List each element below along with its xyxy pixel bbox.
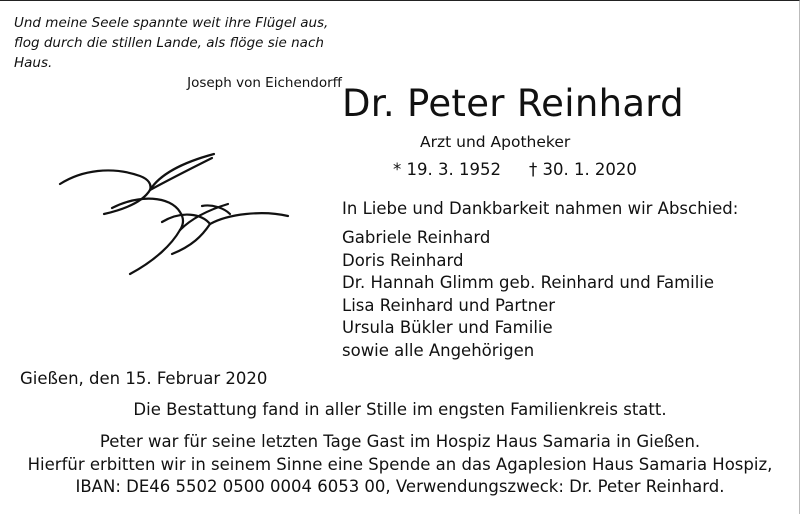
birds-icon xyxy=(52,148,302,278)
place-and-date: Gießen, den 15. Februar 2020 xyxy=(20,369,268,388)
mourner-name: Lisa Reinhard und Partner xyxy=(342,295,556,315)
mourner-name: sowie alle Angehörigen xyxy=(342,340,535,360)
birth-date: * 19. 3. 1952 xyxy=(393,160,501,179)
donation-line-1: Peter war für seine letzten Tage Gast im Hospiz Haus Samaria in Gießen. xyxy=(99,432,701,451)
quote-line-1: Und meine Seele spannte weit ihre Flügel aus, xyxy=(14,15,329,31)
poem-quote xyxy=(14,13,354,93)
mourner-name: Gabriele Reinhard xyxy=(342,228,491,247)
death-date: † 30. 1. 2020 xyxy=(528,160,637,179)
donation-line-2: Hierfür erbitten wir in seinem Sinne eine Spende an das Agaplesion Haus Samaria Hospiz, xyxy=(27,454,773,474)
deceased-profession: Arzt und Apotheker xyxy=(420,133,571,151)
mourners-list xyxy=(342,227,714,362)
mourner-name: Dr. Hannah Glimm geb. Reinhard und Familie xyxy=(342,273,715,292)
donation-line-3: IBAN: DE46 5502 0500 0004 6053 00, Verwendungszweck: Dr. Peter Reinhard. xyxy=(75,477,725,496)
quote-line-2: flog durch die stillen Lande, als flöge sie nach Haus. xyxy=(14,35,324,71)
mourner-name: Doris Reinhard xyxy=(342,250,464,270)
quote-author: Joseph von Eichendorff xyxy=(187,75,342,91)
deceased-name: Dr. Peter Reinhard xyxy=(342,82,684,125)
funeral-notice: Die Bestattung fand in aller Stille im engsten Familienkreis statt. xyxy=(133,400,667,419)
mourner-name: Ursula Bükler und Familie xyxy=(342,318,553,337)
donation-request xyxy=(0,431,800,499)
life-dates xyxy=(393,160,637,179)
mourners-intro: In Liebe und Dankbarkeit nahmen wir Abschied: xyxy=(342,199,739,218)
